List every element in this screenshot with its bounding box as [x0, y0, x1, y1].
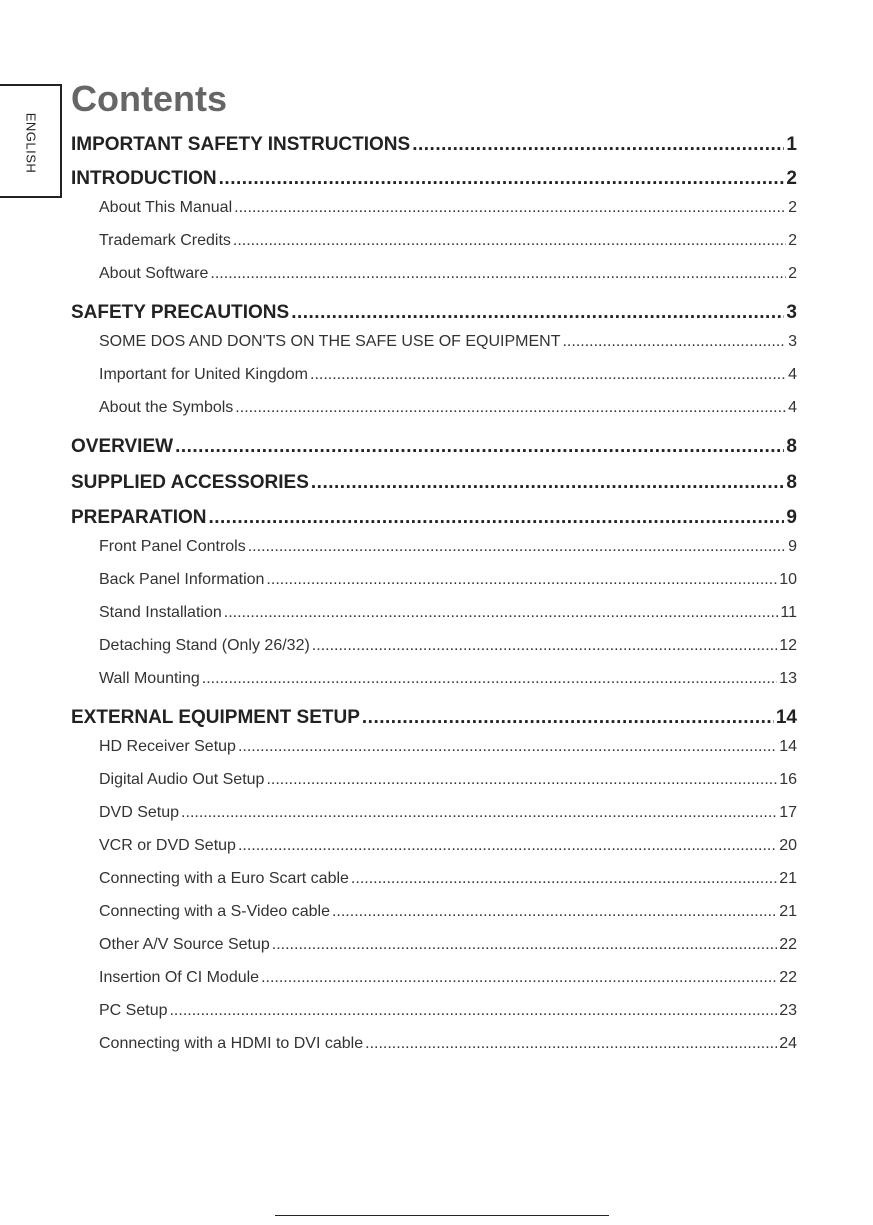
toc-page-number: 3 [786, 302, 797, 323]
toc-item-hd-receiver-setup[interactable] [99, 738, 797, 760]
toc-page-number: 13 [779, 670, 797, 687]
leader-dots [362, 707, 774, 729]
leader-dots [233, 232, 786, 250]
toc-page-number: 14 [779, 738, 797, 755]
toc-section-overview[interactable] [71, 436, 797, 462]
toc-label: Connecting with a S-Video cable [99, 903, 330, 920]
toc-label: Front Panel Controls [99, 538, 246, 555]
toc-label: Back Panel Information [99, 571, 265, 588]
leader-dots [219, 168, 785, 190]
toc-label: Trademark Credits [99, 232, 231, 249]
toc-item-vcr-or-dvd-setup[interactable] [99, 837, 797, 859]
toc-label: Important for United Kingdom [99, 366, 308, 383]
leader-dots [175, 436, 784, 458]
leader-dots [248, 538, 786, 556]
toc-section-external-equipment-setup[interactable] [71, 707, 797, 733]
toc-label: About This Manual [99, 199, 233, 216]
toc-page-number: 12 [779, 637, 797, 654]
footer-divider [275, 1215, 609, 1216]
toc-label: PC Setup [99, 1002, 168, 1019]
toc-item-front-panel-controls[interactable] [99, 538, 797, 560]
toc-label: SUPPLIED ACCESSORIES [71, 472, 309, 493]
toc-label: PREPARATION [71, 507, 207, 528]
leader-dots [310, 366, 786, 384]
toc-page-number: 2 [786, 168, 797, 189]
toc-page-number: 14 [775, 707, 797, 728]
toc-item-insertion-of-ci-module[interactable] [99, 969, 797, 991]
toc-page-number: 2 [788, 199, 797, 216]
toc-label: Digital Audio Out Setup [99, 771, 265, 788]
leader-dots [266, 571, 777, 589]
toc-label: VCR or DVD Setup [99, 837, 236, 854]
toc-item-important-for-uk[interactable] [99, 366, 797, 388]
leader-dots [202, 670, 777, 688]
toc-page-number: 4 [788, 399, 797, 416]
toc-label: IMPORTANT SAFETY INSTRUCTIONS [71, 134, 411, 155]
toc-page-number: 2 [788, 265, 797, 282]
toc-label: SOME DOS AND DON'TS ON THE SAFE USE OF EQUIPMENT [99, 333, 561, 350]
toc-page-number: 1 [786, 134, 797, 155]
toc-section-supplied-accessories[interactable] [71, 472, 797, 498]
toc-label: DVD Setup [99, 804, 180, 821]
leader-dots [351, 870, 777, 888]
leader-dots [562, 333, 786, 351]
toc-item-trademark-credits[interactable] [99, 232, 797, 254]
toc-label: Connecting with a Euro Scart cable [99, 870, 349, 887]
toc-page-number: 22 [779, 969, 797, 986]
toc-label: Insertion Of CI Module [99, 969, 260, 986]
toc-page-number: 22 [779, 936, 797, 953]
leader-dots [224, 604, 779, 622]
toc-page-number: 9 [788, 538, 797, 555]
toc-item-wall-mounting[interactable] [99, 670, 797, 692]
toc-page-number: 17 [779, 804, 797, 821]
toc-page-number: 9 [786, 507, 797, 528]
leader-dots [261, 969, 777, 987]
leader-dots [181, 804, 777, 822]
toc-label: OVERVIEW [71, 436, 174, 457]
leader-dots [311, 472, 785, 494]
toc-label: Stand Installation [99, 604, 222, 621]
leader-dots [291, 302, 784, 324]
toc-page-number: 24 [779, 1035, 797, 1052]
toc-item-dos-and-donts[interactable] [99, 333, 797, 355]
toc-label: INTRODUCTION [71, 168, 217, 189]
toc-item-other-av-source-setup[interactable] [99, 936, 797, 958]
leader-dots [272, 936, 777, 954]
toc-item-stand-installation[interactable] [99, 604, 797, 626]
leader-dots [266, 771, 777, 789]
toc-item-dvd-setup[interactable] [99, 804, 797, 826]
toc-section-safety-precautions[interactable] [71, 302, 797, 328]
toc-section-important-safety-instructions[interactable] [71, 134, 797, 160]
toc-item-about-this-manual[interactable] [99, 199, 797, 221]
toc-page-number: 20 [779, 837, 797, 854]
toc-label: About the Symbols [99, 399, 234, 416]
toc-label: SAFETY PRECAUTIONS [71, 302, 290, 323]
leader-dots [238, 837, 777, 855]
toc-label: HD Receiver Setup [99, 738, 236, 755]
toc-label: Wall Mounting [99, 670, 200, 687]
toc-label: Detaching Stand (Only 26/32) [99, 637, 310, 654]
toc-section-introduction[interactable] [71, 168, 797, 194]
toc-item-back-panel-information[interactable] [99, 571, 797, 593]
toc-page-number: 8 [786, 436, 797, 457]
toc-item-hdmi-to-dvi-cable[interactable] [99, 1035, 797, 1057]
toc-item-pc-setup[interactable] [99, 1002, 797, 1024]
toc-label: About Software [99, 265, 209, 282]
toc-page-number: 4 [788, 366, 797, 383]
toc-page-number: 3 [788, 333, 797, 350]
leader-dots [238, 738, 777, 756]
language-tab [0, 84, 62, 198]
toc-page-number: 10 [779, 571, 797, 588]
language-tab-label: ENGLISH [23, 112, 39, 174]
leader-dots [208, 507, 784, 529]
toc-item-digital-audio-out-setup[interactable] [99, 771, 797, 793]
leader-dots [235, 399, 786, 417]
leader-dots [312, 637, 777, 655]
toc-section-preparation[interactable] [71, 507, 797, 533]
leader-dots [412, 134, 784, 156]
toc-page-number: 21 [779, 903, 797, 920]
leader-dots [332, 903, 777, 921]
toc-page-number: 2 [788, 232, 797, 249]
leader-dots [210, 265, 786, 283]
toc-label: EXTERNAL EQUIPMENT SETUP [71, 707, 360, 728]
toc-item-s-video-cable[interactable] [99, 903, 797, 925]
toc-page-number: 8 [786, 472, 797, 493]
toc-page-number: 11 [780, 604, 797, 621]
toc-label: Other A/V Source Setup [99, 936, 270, 953]
leader-dots [169, 1002, 777, 1020]
page-title: Contents [71, 78, 227, 119]
toc-item-detaching-stand[interactable] [99, 637, 797, 659]
toc-item-euro-scart-cable[interactable] [99, 870, 797, 892]
toc-item-about-the-symbols[interactable] [99, 399, 797, 421]
toc-label: Connecting with a HDMI to DVI cable [99, 1035, 364, 1052]
toc-item-about-software[interactable] [99, 265, 797, 287]
toc-page-number: 16 [779, 771, 797, 788]
toc-page-number: 23 [779, 1002, 797, 1019]
leader-dots [234, 199, 786, 217]
leader-dots [365, 1035, 777, 1053]
toc-page-number: 21 [779, 870, 797, 887]
